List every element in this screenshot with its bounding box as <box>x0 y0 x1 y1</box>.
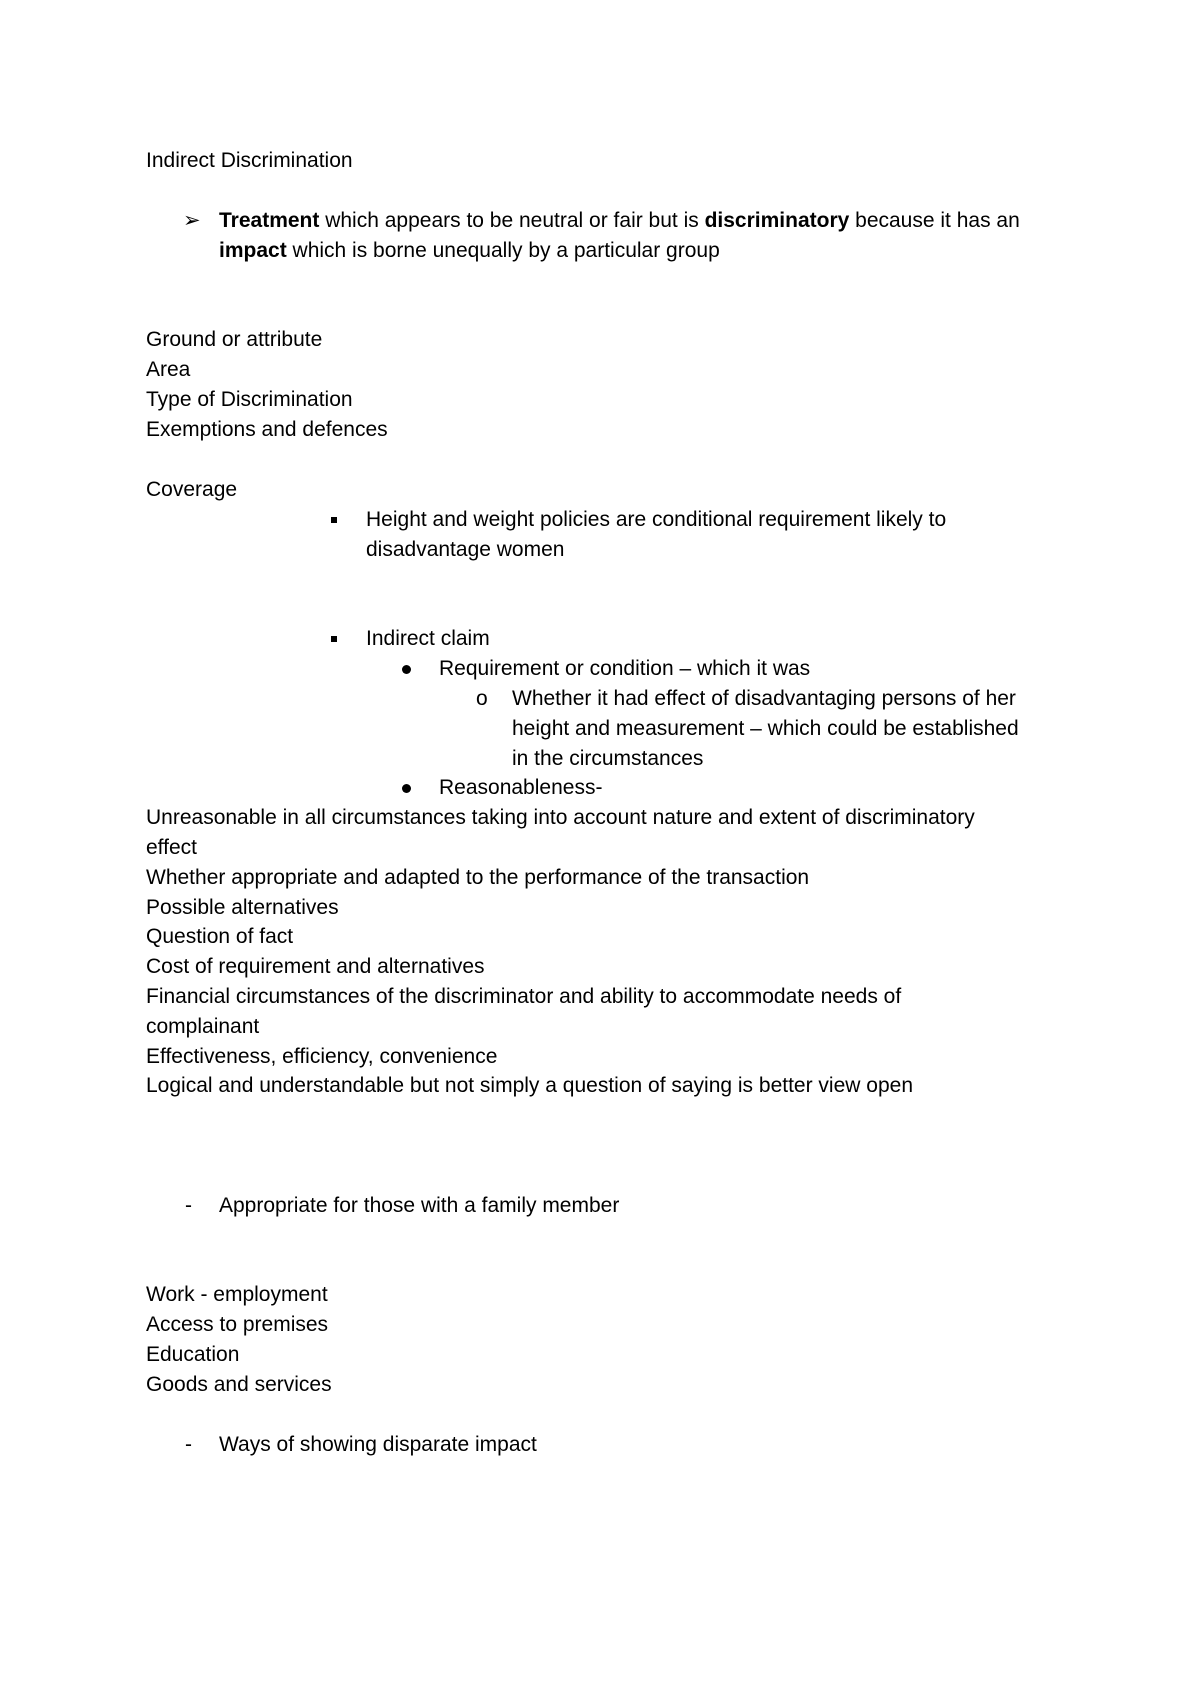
round-bullet-icon <box>402 784 411 793</box>
square-bullet-icon <box>331 517 337 523</box>
circle-bullet-icon: o <box>476 687 488 710</box>
arrow-bullet-icon: ➢ <box>183 209 201 232</box>
coverage-line: Height and weight policies are conditional requirement likely to <box>366 508 947 531</box>
square-bullet-icon <box>331 636 337 642</box>
requirement-item: Requirement or condition – which it was <box>439 657 811 680</box>
term-treatment: Treatment <box>219 209 320 232</box>
coverage-heading: Coverage <box>146 478 238 501</box>
term-impact: impact <box>219 239 287 262</box>
element-line: Area <box>146 358 191 381</box>
area-line: Education <box>146 1343 240 1366</box>
indirect-claim-item: Indirect claim <box>366 627 490 650</box>
dash-bullet-icon: - <box>185 1194 192 1217</box>
reason-line: Question of fact <box>146 925 294 948</box>
term-discriminatory: discriminatory <box>704 209 850 232</box>
area-line: Goods and services <box>146 1373 332 1396</box>
reason-line: Logical and understandable but not simply a question of saying is better view open <box>146 1074 913 1097</box>
reason-line: Possible alternatives <box>146 896 339 919</box>
round-bullet-icon <box>402 665 411 674</box>
area-line: Access to premises <box>146 1313 329 1336</box>
reason-line: effect <box>146 836 197 859</box>
whether-line: Whether it had effect of disadvantaging persons of her <box>512 687 1016 710</box>
whether-line: in the circumstances <box>512 747 704 770</box>
area-line: Work - employment <box>146 1283 328 1306</box>
reason-line: Effectiveness, efficiency, convenience <box>146 1045 498 1068</box>
reason-line: Financial circumstances of the discriminator and ability to accommodate needs of <box>146 985 902 1008</box>
definition-line-1: Treatment which appears to be neutral or fair but is discriminatory because it has an <box>219 209 1020 232</box>
coverage-line: disadvantage women <box>366 538 565 561</box>
page-title: Indirect Discrimination <box>146 149 353 172</box>
dash-bullet-icon: - <box>185 1433 192 1456</box>
dash-item: Appropriate for those with a family member <box>219 1194 620 1217</box>
definition-line-2: impact which is borne unequally by a particular group <box>219 239 720 262</box>
reason-line: Cost of requirement and alternatives <box>146 955 485 978</box>
reason-line: Whether appropriate and adapted to the performance of the transaction <box>146 866 810 889</box>
element-line: Type of Discrimination <box>146 388 353 411</box>
element-line: Exemptions and defences <box>146 418 388 441</box>
reason-line: complainant <box>146 1015 260 1038</box>
reasonableness-item: Reasonableness- <box>439 776 603 799</box>
whether-line: height and measurement – which could be established <box>512 717 1019 740</box>
dash-item: Ways of showing disparate impact <box>219 1433 537 1456</box>
element-line: Ground or attribute <box>146 328 323 351</box>
reason-line: Unreasonable in all circumstances taking into account nature and extent of discriminatory <box>146 806 975 829</box>
